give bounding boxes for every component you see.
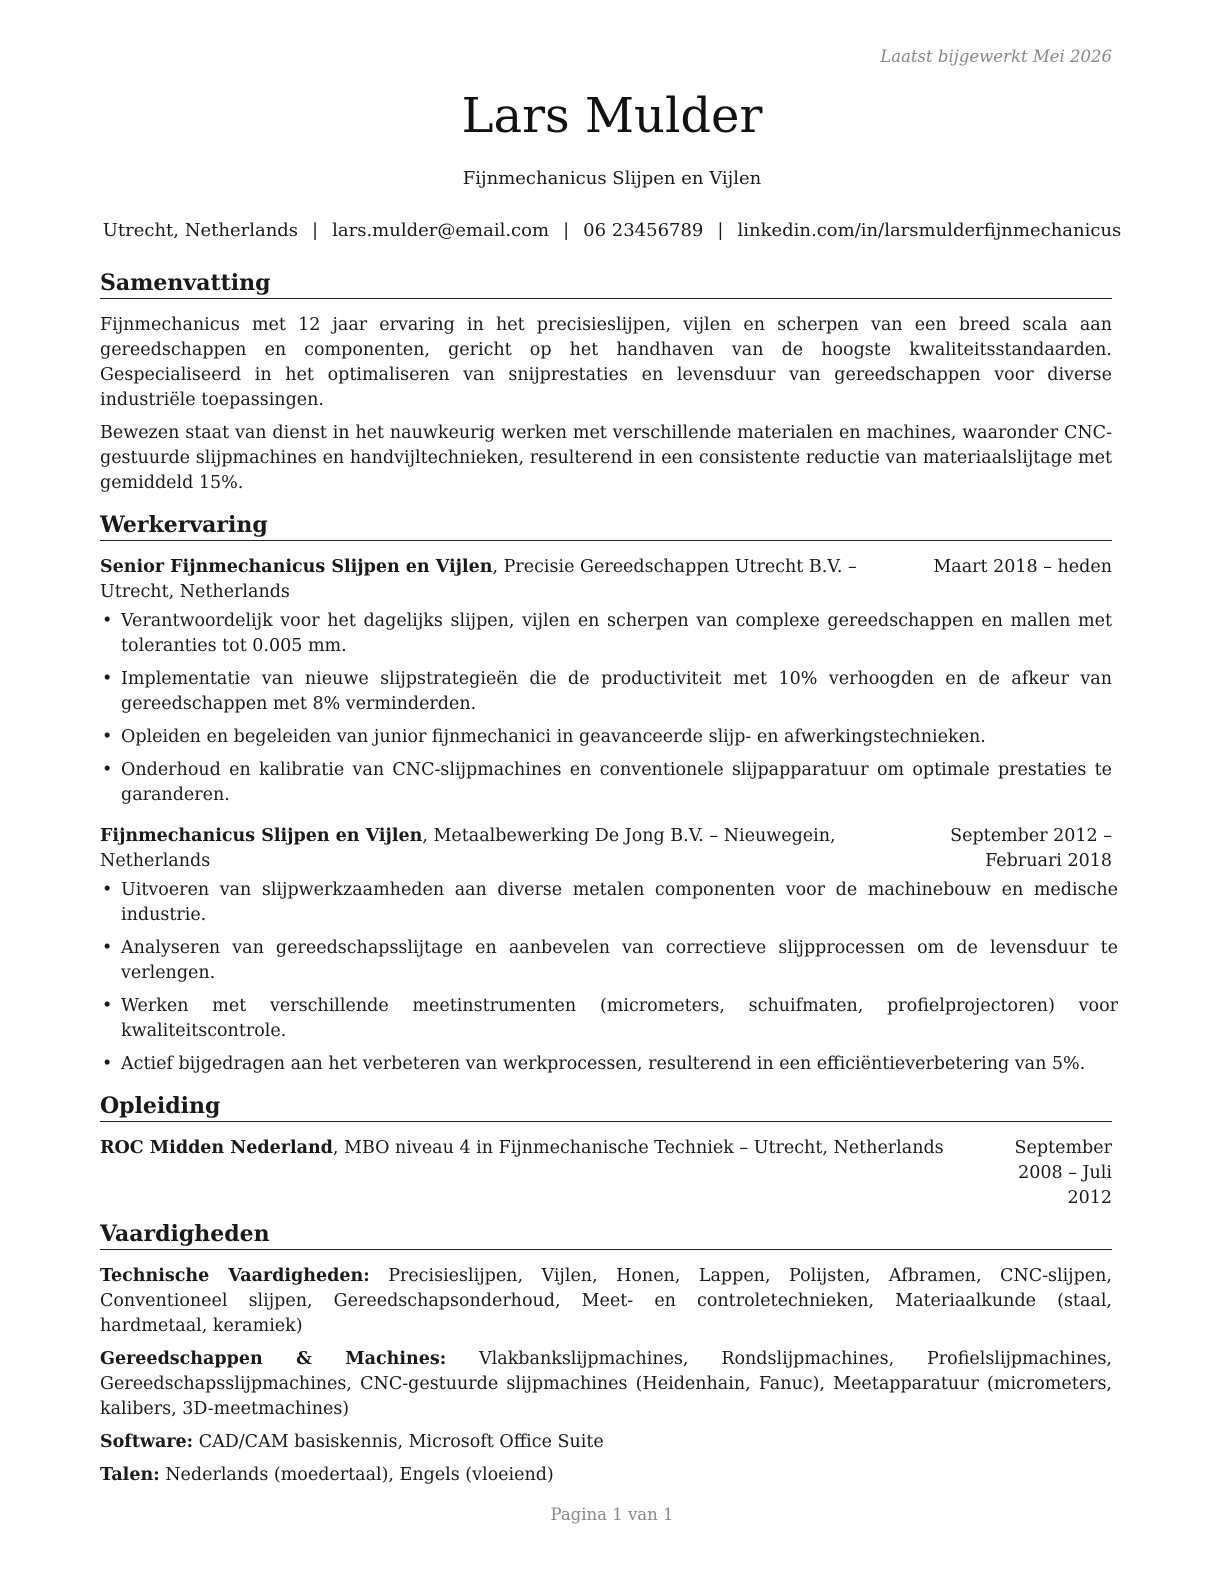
education-dates: September 2008 – Juli 2012 xyxy=(1014,1138,1112,1208)
section-heading-experience: Werkervaring xyxy=(100,510,1112,541)
school-name: ROC Midden Nederland xyxy=(100,1138,333,1158)
skills-section xyxy=(100,1219,1112,1488)
job-header xyxy=(100,824,1112,874)
job-header xyxy=(100,555,1112,605)
summary-paragraph: Bewezen staat van dienst in het nauwkeurig werken met verschillende materialen en machines, waaronder CNC-gestuurde slijpmachines en handvijltechnieken, resulterend in een consistente reductie van materiaalslijtage met gemiddeld 15%. xyxy=(100,423,1112,493)
contact-email[interactable]: lars.mulder@email.com xyxy=(332,220,550,241)
candidate-name: Lars Mulder xyxy=(461,88,763,144)
skill-row xyxy=(100,1347,1112,1422)
job-dates: Maart 2018 – heden xyxy=(933,557,1112,577)
job-title-text: Senior Fijnmechanicus Slijpen en Vijlen xyxy=(100,557,493,577)
skill-value: CAD/CAM basiskennis, Microsoft Office Suite xyxy=(198,1432,604,1452)
job-bullet: • Onderhoud en kalibratie van CNC-slijpmachines en conventionele slijpapparatuur om optimale prestaties te garanderen. xyxy=(100,758,1112,808)
job-title-text: Fijnmechanicus Slijpen en Vijlen xyxy=(100,826,423,846)
job-bullet: • Analyseren van gereedschapsslijtage en aanbevelen van correctieve slijpprocessen om de levensduur te verlengen. xyxy=(100,936,1118,986)
skill-row xyxy=(100,1264,1112,1339)
section-heading-skills: Vaardigheden xyxy=(100,1219,1112,1250)
section-heading-summary: Samenvatting xyxy=(100,268,1112,299)
skill-row xyxy=(100,1430,1112,1455)
job-dates: September 2012 – Februari 2018 xyxy=(950,826,1112,871)
skill-label: Gereedschappen & Machines: xyxy=(100,1349,447,1369)
skill-row xyxy=(100,1463,1112,1488)
job-bullet: • Werken met verschillende meetinstrumenten (micrometers, schuifmaten, profielprojectoren) voor kwaliteitscontrole. xyxy=(100,994,1118,1044)
skill-value: Vlakbankslijpmachines, Rondslijpmachines, Profielslijpmachines, Gereedschapsslijpmachines, CNC-gestuurde slijpmachines (Heidenhain, Fanuc), Meetapparatuur (micrometers, kalibers, 3D-meetmachines) xyxy=(100,1349,1112,1419)
job-company: , Precisie Gereedschappen Utrecht B.V. – Utrecht, Netherlands xyxy=(100,557,857,602)
resume-body xyxy=(100,268,1118,1502)
job-bullet: • Verantwoordelijk voor het dagelijks slijpen, vijlen en scherpen van complexe gereedschappen en mallen met toleranties tot 0.005 mm. xyxy=(100,609,1112,659)
contact-phone: 06 23456789 xyxy=(583,220,704,241)
job-bullet: • Implementatie van nieuwe slijpstrategieën die de productiviteit met 10% verhoogden en de afkeur van gereedschappen met 8% verminderden. xyxy=(100,667,1112,717)
contact-separator: | xyxy=(717,220,724,241)
job-entry xyxy=(100,824,1118,1077)
skill-label: Technische Vaardigheden: xyxy=(100,1266,370,1286)
job-role xyxy=(100,555,933,605)
job-bullet: • Actief bijgedragen aan het verbeteren van werkprocessen, resulterend in een efficiëntieverbetering van 5%. xyxy=(100,1052,1118,1077)
job-role xyxy=(100,824,922,874)
education-entry xyxy=(100,1136,1112,1211)
education-detail: , MBO niveau 4 in Fijnmechanische Techniek – Utrecht, Netherlands xyxy=(332,1138,944,1158)
contact-separator: | xyxy=(312,220,319,241)
job-title: Fijnmechanicus Slijpen en Vijlen xyxy=(462,168,762,189)
contact-location: Utrecht, Netherlands xyxy=(102,220,299,241)
job-entry xyxy=(100,555,1112,808)
summary-section xyxy=(100,268,1112,496)
education-section xyxy=(100,1091,1112,1211)
page-number: Pagina 1 van 1 xyxy=(550,1505,674,1524)
experience-section xyxy=(100,510,1118,1077)
skill-label: Talen: xyxy=(100,1465,160,1485)
job-bullet: • Uitvoeren van slijpwerkzaamheden aan diverse metalen componenten voor de machinebouw en medische industrie. xyxy=(100,878,1118,928)
job-company: , Metaalbewerking De Jong B.V. – Nieuwegein, Netherlands xyxy=(100,826,836,871)
skill-value: Precisieslijpen, Vijlen, Honen, Lappen, Polijsten, Afbramen, CNC-slijpen, Conventioneel slijpen, Gereedschapsonderhoud, Meet- en controletechnieken, Materiaalkunde (staal, hardmetaal, keramiek) xyxy=(100,1266,1112,1336)
last-updated: Laatst bijgewerkt Mei 2026 xyxy=(880,47,1112,66)
contact-linkedin[interactable]: linkedin.com/in/larsmulderfijnmechanicus xyxy=(737,220,1122,241)
skill-label: Software: xyxy=(100,1432,194,1452)
section-heading-education: Opleiding xyxy=(100,1091,1112,1122)
contact-separator: | xyxy=(563,220,570,241)
contact-line xyxy=(0,218,1224,243)
skill-value: Nederlands (moedertaal), Engels (vloeiend) xyxy=(165,1465,554,1485)
job-bullets xyxy=(100,609,1112,808)
summary-paragraph: Fijnmechanicus met 12 jaar ervaring in het precisieslijpen, vijlen en scherpen van een breed scala aan gereedschappen en componenten, gericht op het handhaven van de hoogste kwaliteitsstandaarden. Gespecialiseerd in het optimaliseren van snijprestaties en levensduur van gereedschappen voor diverse industriële toepassingen. xyxy=(100,315,1112,410)
education-school xyxy=(100,1136,972,1211)
job-bullet: • Opleiden en begeleiden van junior fijnmechanici in geavanceerde slijp- en afwerkingstechnieken. xyxy=(100,725,1112,750)
job-bullets xyxy=(100,878,1118,1077)
